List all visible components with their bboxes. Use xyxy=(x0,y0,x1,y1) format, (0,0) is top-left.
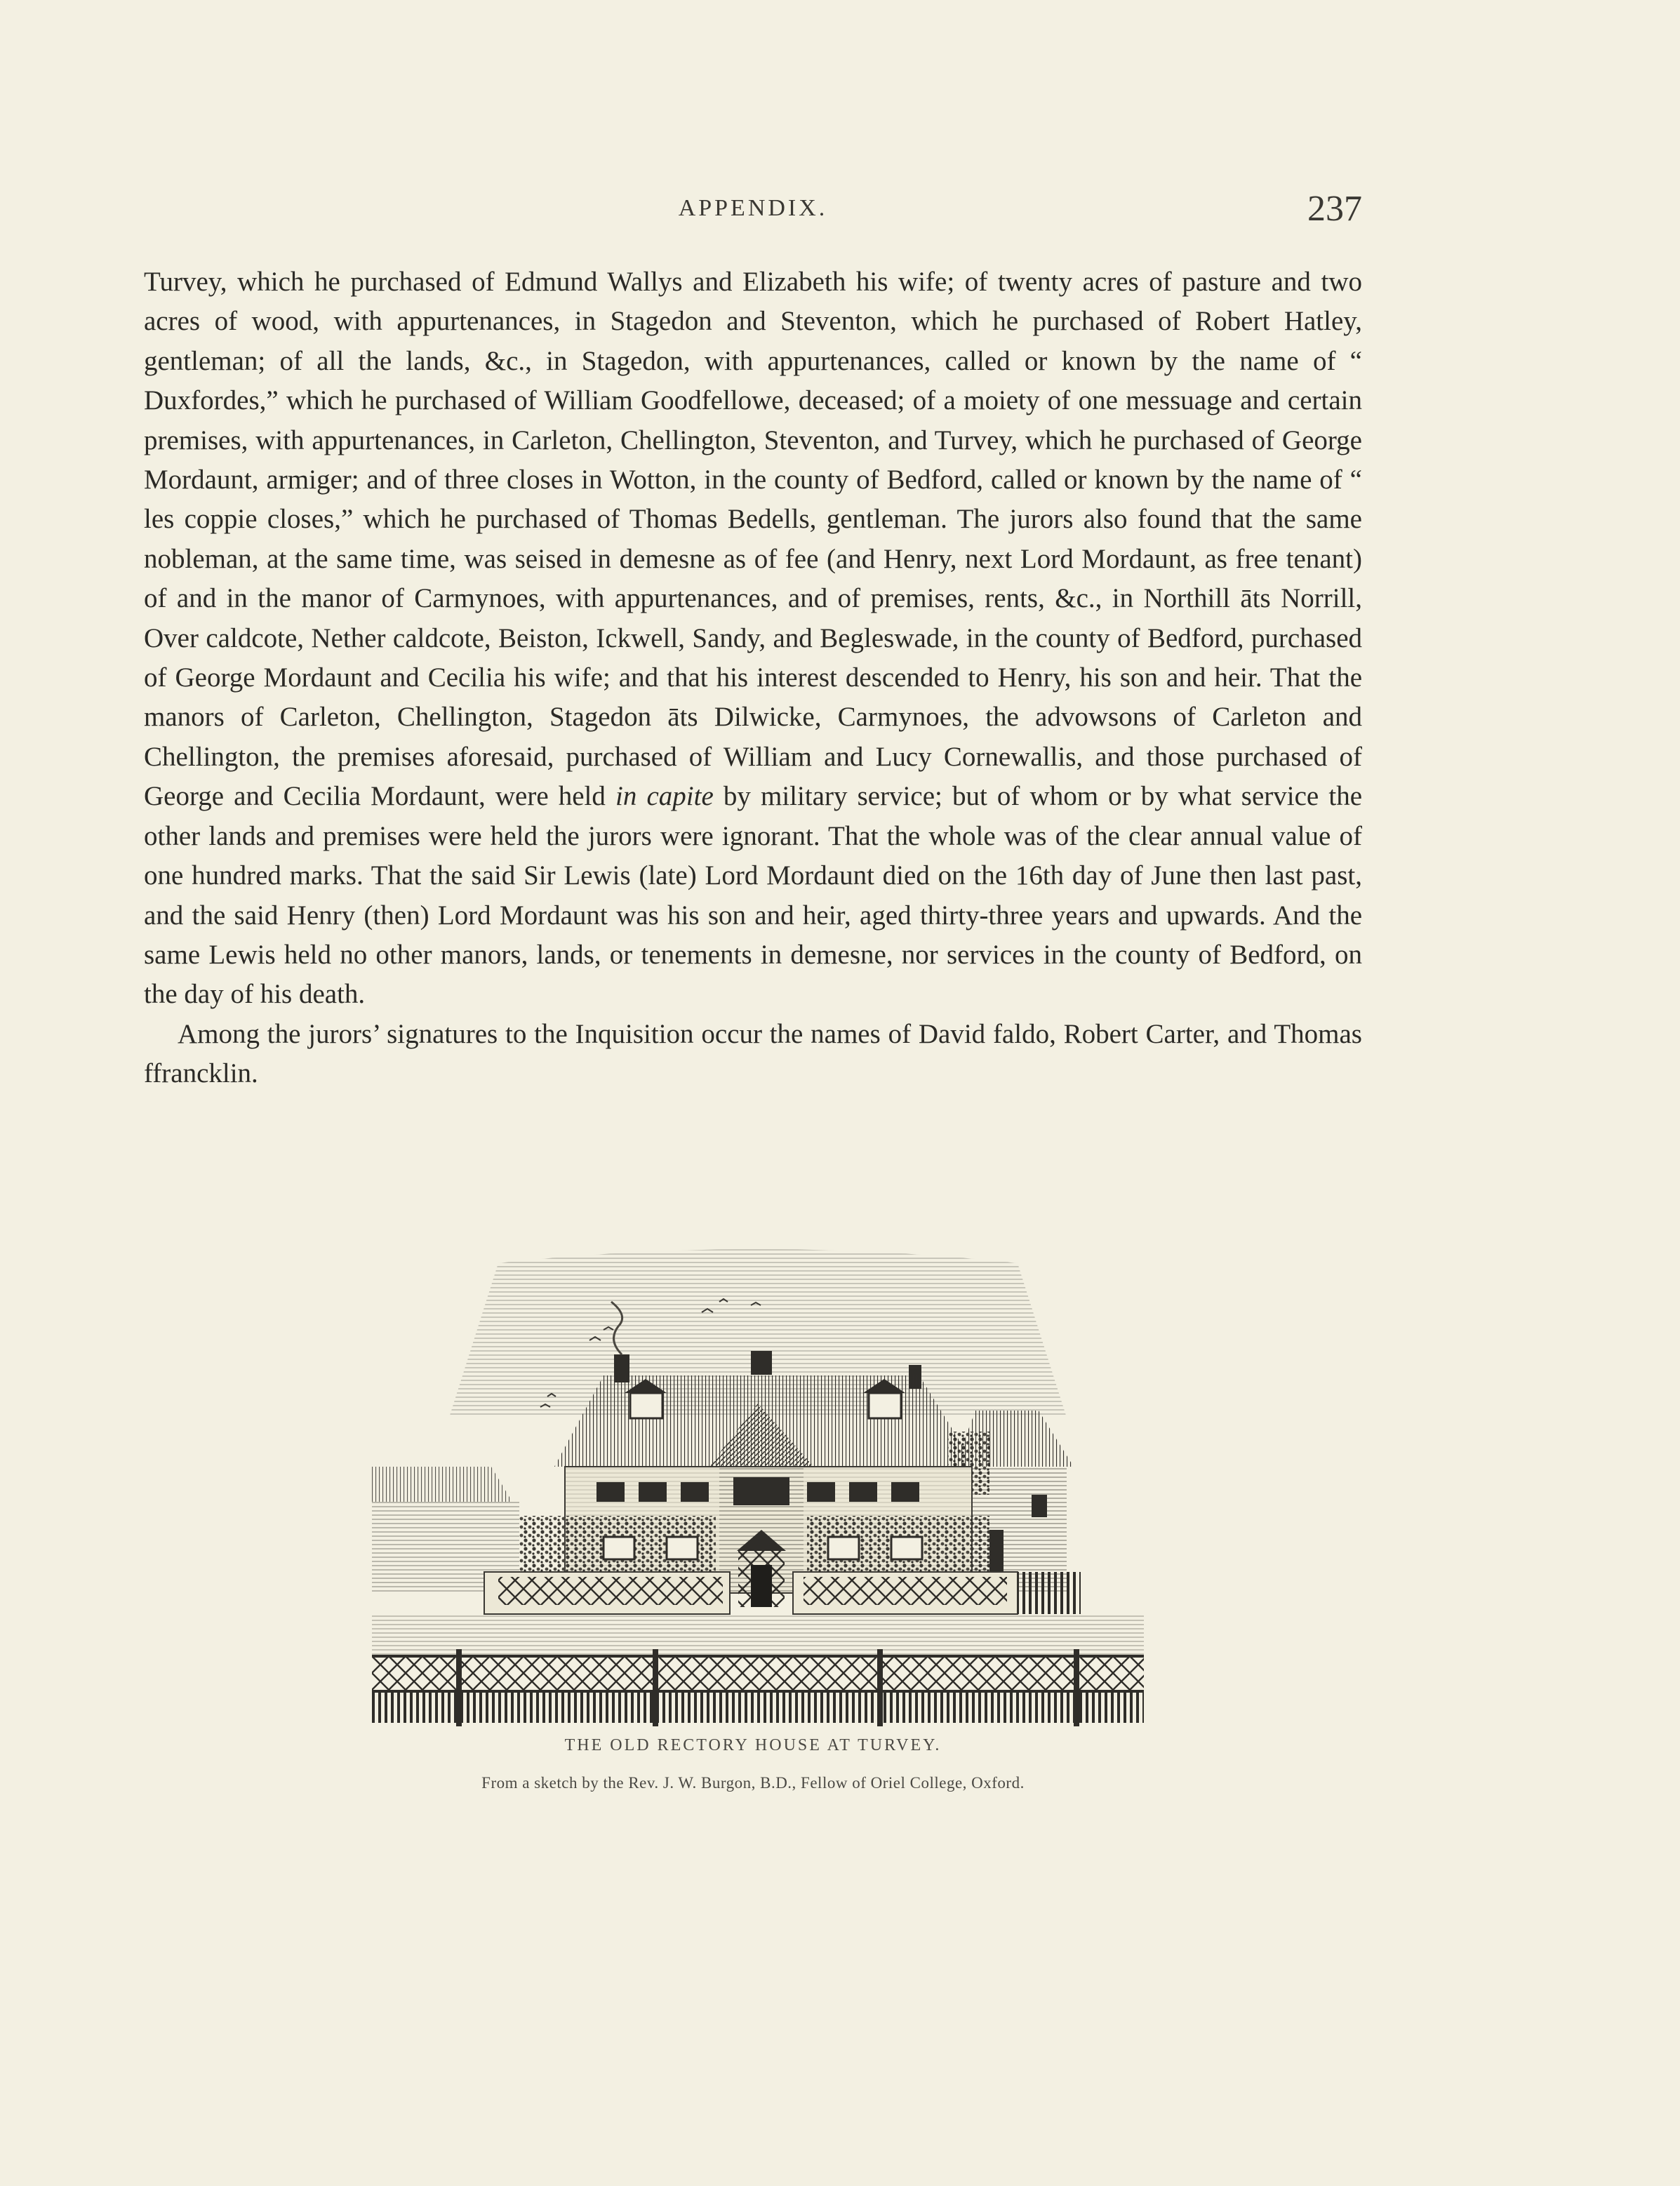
figure-credit: From a sketch by the Rev. J. W. Burgon, B.D., Fellow of Oriel College, Oxford. xyxy=(481,1774,1025,1792)
paragraph-1-part-a: Turvey, which he purchased of Edmund Wallys and Elizabeth his wife; of twenty acres of pasture and two acres of wood, with appurtenances, in Stagedon and Steventon, which he purchased of Robert Hatley, gentleman; of all the lands, &c., in Stagedon, with appurtenances, called or known by the name of “ Duxfordes,” which he purchased of William Goodfellowe, deceased; of a moiety of one messuage and certain premises, with appurtenances, in Carleton, Chellington, Steventon, and Turvey, which he purchased of George Mordaunt, armiger; and of three closes in Wotton, in the county of Bedford, called or known by the name of “ les coppie closes,” which he purchased of Thomas Bedells, gentleman. The jurors also found that the same nobleman, at the same time, was seised in demesne as of fee (and Henry, next Lord Mordaunt, as free tenant) of and in the manor of Carmynoes, with appurtenances, and of premises, rents, &c., in Northill āts Norrill, Over caldcote, Nether caldcote, Beiston, Ickwell, Sandy, and Begleswade, in the county of Bedford, purchased of George Mordaunt and Cecilia his wife; and that his interest descended to Henry, his son and heir. That the manors of Carleton, Chellington, Stagedon āts Dilwicke, Carmynoes, the advowsons of Carleton and Chellington, the premises aforesaid, purchased of William and Lucy Cornewallis, and those purchased of George and Cecilia Mordaunt, were held xyxy=(144,267,1362,812)
figure-caption: THE OLD RECTORY HOUSE AT TURVEY. xyxy=(564,1736,942,1754)
engraving-illustration xyxy=(372,1235,1144,1726)
page-number: 237 xyxy=(1307,189,1362,229)
paragraph-1 xyxy=(144,262,1362,1015)
paragraph-2: Among the jurors’ signatures to the Inquisition occur the names of David faldo, Robert Carter, and Thomas ffrancklin. xyxy=(144,1018,1362,1089)
running-head xyxy=(144,188,1362,230)
paragraph-1-part-b: by military service; but of whom or by what service the other lands and premises were held the jurors were ignorant. That the whole was of the clear annual value of one hundred marks. That the said Sir Lewis (late) Lord Mordaunt died on the 16th day of June then last past, and the said Henry (then) Lord Mordaunt was his son and heir, aged thirty-three years and upwards. And the same Lewis held no other manors, lands, or tenements in demesne, nor services in the county of Bedford, on the day of his death. xyxy=(144,781,1362,1010)
body-text xyxy=(144,262,1362,1094)
rectory-house-engraving xyxy=(372,1235,1144,1726)
running-title: APPENDIX. xyxy=(678,195,828,221)
in-capite-italic: in capite xyxy=(615,781,714,812)
